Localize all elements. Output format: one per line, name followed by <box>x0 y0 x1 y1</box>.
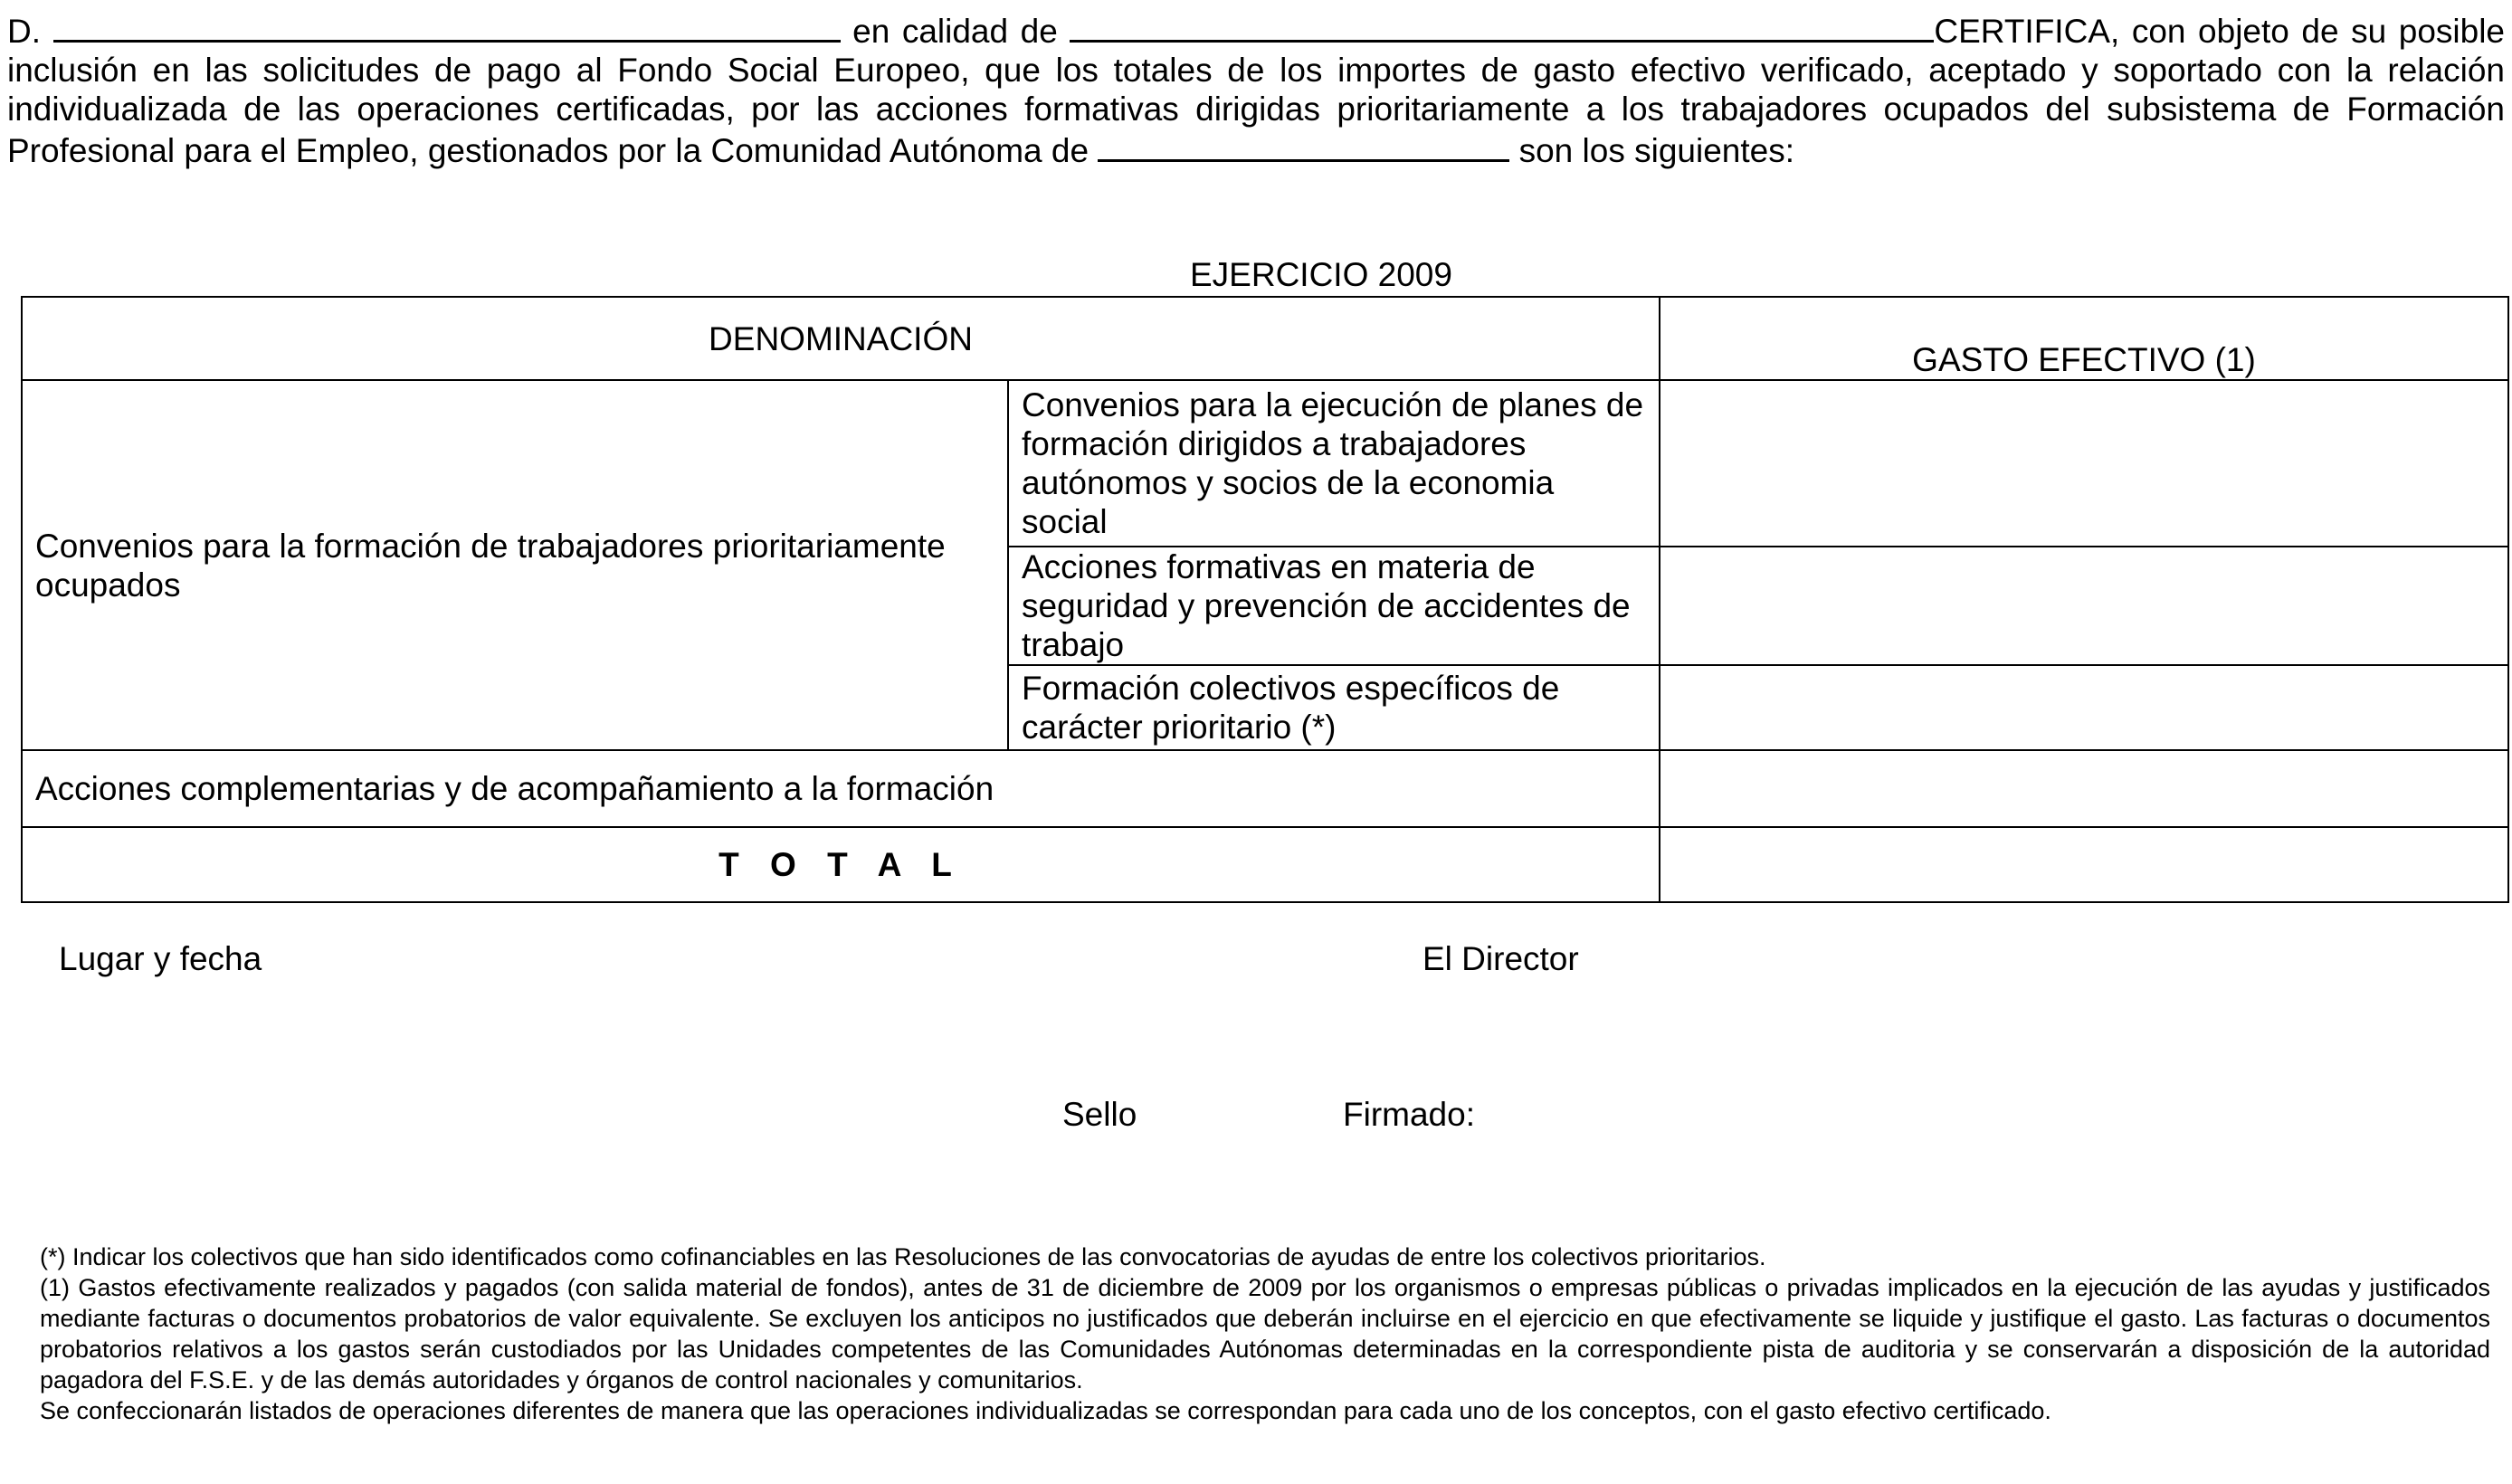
certifica-text: CERTIFICA, con objeto de su posible inclusión en las solicitudes de pago al Fondo Social Europeo, que los totales de los importes de gasto efectivo verificado, aceptado y soportado con la relación individualizada de las operaciones certificadas, por las acciones formativas dirigidas prioritariamente a los trabajadores ocupados del subsistema de Formación Profesional para el Empleo, gestionados por la Comunidad Autónoma de <box>7 13 2506 169</box>
gasto-cell-colectivos[interactable] <box>1660 665 2508 750</box>
footnote-one: (1) Gastos efectivamente realizados y pagados (con salida material de fondos), antes de 31 de diciembre de 2009 por los organismos o empresas públicas o privadas implicados en la ejecución de las ayudas y justificados mediante facturas o documentos probatorios de valor equivalente. Se excluyen los anticipos no justificados que deberán incluirse en el ejercicio en que efectivamente se liquide y justifique el gasto. Las facturas o documentos probatorios relativos a los gastos serán custodiados por las Unidades competentes de las Comunidades Autónomas determinadas en la correspondiente pista de auditoria y se conservarán a disposición de la autoridad pagadora del F.S.E. y de las demás autoridades y órganos de control nacionales y comunitarios. <box>40 1274 2490 1394</box>
row-label-seguridad: Acciones formativas en materia de seguridad y prevención de accidentes de trabajo <box>1008 547 1660 665</box>
row-label-acciones-complementarias: Acciones complementarias y de acompañamiento a la formación <box>22 750 1660 827</box>
en-calidad-label: en calidad de <box>852 13 1058 50</box>
d-prefix: D. <box>7 13 41 50</box>
table-row <box>22 750 2508 827</box>
table-header-row <box>22 297 2508 380</box>
sello-label: Sello <box>1062 1096 1137 1133</box>
footnote-listados: Se confeccionarán listados de operaciones diferentes de manera que las operaciones individualizadas se correspondan para cada uno de los conceptos, con el gasto efectivo certificado. <box>40 1397 2051 1424</box>
lugar-fecha-label: Lugar y fecha <box>59 940 262 977</box>
gasto-cell-seguridad[interactable] <box>1660 547 2508 665</box>
comunidad-blank-field[interactable] <box>1098 128 1509 162</box>
firmado-label: Firmado: <box>1343 1096 1475 1133</box>
row-label-colectivos: Formación colectivos específicos de carácter prioritario (*) <box>1008 665 1660 750</box>
group-label-convenios: Convenios para la formación de trabajadores prioritariamente ocupados <box>22 380 1008 750</box>
gasto-cell-total[interactable] <box>1660 827 2508 902</box>
total-label: T O T A L <box>22 827 1660 902</box>
name-blank-field[interactable] <box>53 9 841 43</box>
header-denominacion: DENOMINACIÓN <box>22 297 1660 380</box>
footnote-asterisk: (*) Indicar los colectivos que han sido identificados como cofinanciables en las Resoluciones de las convocatorias de ayudas de entre los colectivos prioritarios. <box>40 1243 1766 1270</box>
footnotes <box>40 1241 2490 1426</box>
gasto-cell-acciones-complementarias[interactable] <box>1660 750 2508 827</box>
row-label-planes: Convenios para la ejecución de planes de formación dirigidos a trabajadores autónomos y socios de la economia social <box>1008 380 1660 547</box>
header-gasto-efectivo: GASTO EFECTIVO (1) <box>1660 297 2508 380</box>
intro-paragraph <box>7 9 2505 170</box>
ejercicio-title: EJERCICIO 2009 <box>1190 256 1452 293</box>
table-row <box>22 380 2508 547</box>
role-blank-field[interactable] <box>1070 9 1934 43</box>
intro-suffix: son los siguientes: <box>1518 132 1795 169</box>
gasto-cell-planes[interactable] <box>1660 380 2508 547</box>
expense-table <box>21 296 2509 903</box>
table-total-row <box>22 827 2508 902</box>
director-label: El Director <box>1423 940 1579 977</box>
